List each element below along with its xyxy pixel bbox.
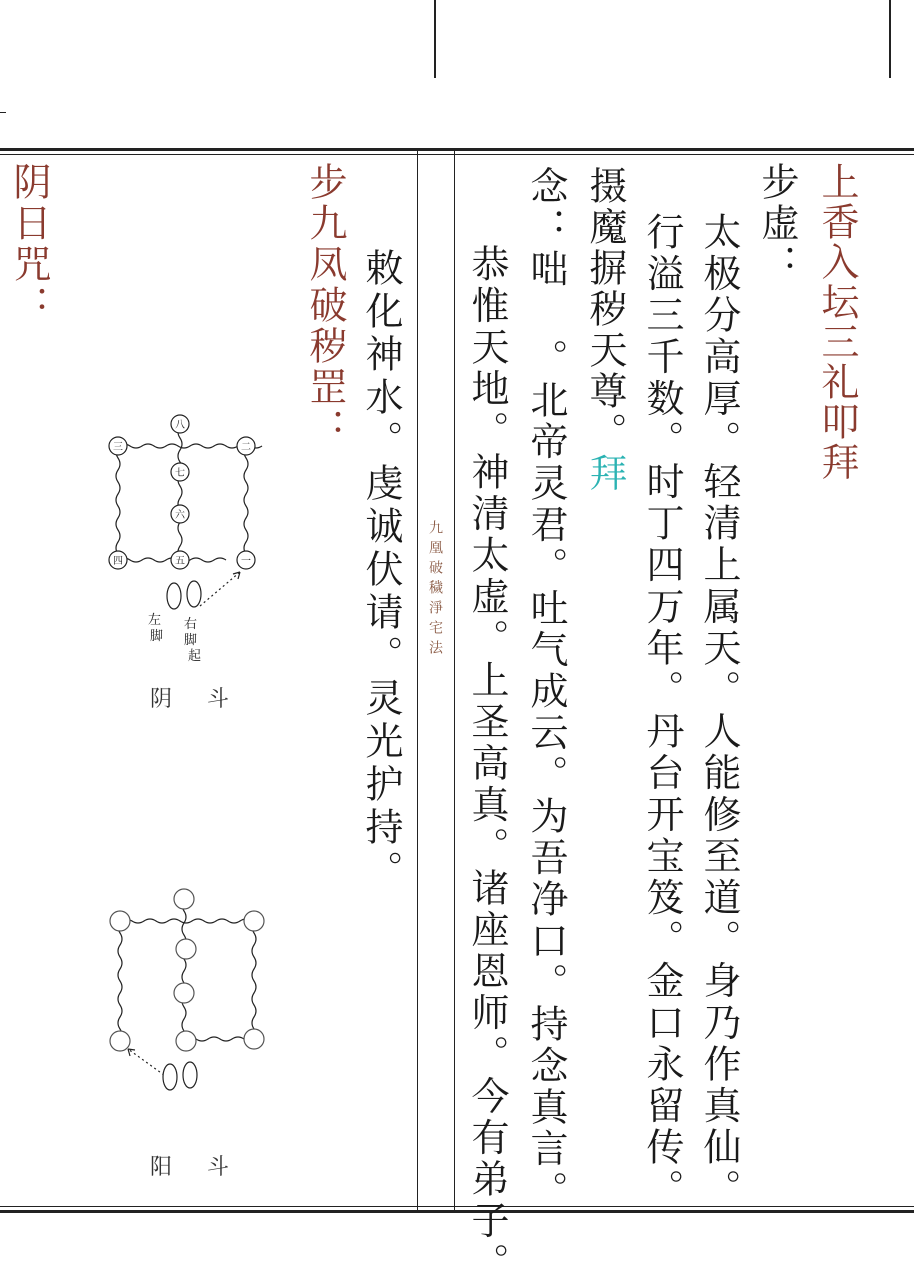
spine-line-left [417, 150, 418, 1210]
svg-text:三: 三 [113, 442, 123, 453]
verse-line-3 [583, 166, 627, 494]
yang-node-left-bottom [110, 1031, 130, 1051]
heading-yinri: 阴日咒： [7, 162, 51, 326]
frame-top-thick [0, 148, 914, 151]
svg-text:八: 八 [175, 420, 185, 431]
svg-text:脚: 脚 [150, 629, 164, 644]
yang-node-right-bottom [244, 1029, 264, 1049]
svg-text:右: 右 [184, 617, 198, 632]
svg-text:一: 一 [241, 556, 251, 567]
svg-text:二: 二 [241, 442, 251, 453]
yang-node-right-top [244, 911, 264, 931]
verse-line-1: 太极分高厚。轻清上属天。人能修至道。身乃作真仙。 [697, 212, 741, 1211]
verse-line-3-text: 摄魔摒秽天尊。 [583, 166, 627, 453]
heading-incense: 上香入坛三礼叩拜 [815, 162, 859, 482]
spine-line-right [454, 150, 455, 1210]
bai-mark: 拜 [583, 453, 627, 494]
svg-text:七: 七 [175, 468, 185, 479]
frame-bottom-thin [0, 1206, 914, 1207]
subheading-buxu: 步虚： [755, 162, 799, 285]
yang-node-center-1 [176, 939, 196, 959]
yang-left-foot [163, 1064, 177, 1090]
svg-text:左: 左 [148, 613, 162, 628]
verse-line-5: 恭惟天地。神清太虚。上圣高真。诸座恩师。今有弟子。 [465, 244, 509, 1284]
yang-dipper-diagram [100, 885, 280, 1105]
yin-dipper-caption: 阴 斗 [150, 687, 243, 712]
top-divider-right [889, 0, 891, 78]
yang-dipper-caption: 阳 斗 [150, 1155, 243, 1180]
yin-dipper-diagram [100, 410, 280, 670]
yin-right-foot [187, 581, 201, 607]
yang-node-top [174, 889, 194, 909]
frame-bottom-thick [0, 1210, 914, 1213]
yang-node-center-2 [174, 983, 194, 1003]
verse-line-4: 念：咄 。北帝灵君。吐气成云。为吾净口。持念真言。 [524, 166, 568, 1212]
corner-mark [0, 112, 6, 113]
verse-line-2: 行溢三千数。时丁四万年。丹台开宝笈。金口永留传。 [640, 212, 684, 1211]
yang-right-foot [183, 1062, 197, 1088]
verse-chihua: 敕化神水。虔诚伏请。灵光护持。 [359, 248, 403, 893]
svg-text:脚: 脚 [184, 633, 198, 648]
top-divider-left [434, 0, 436, 78]
spine-title: 九凰破穢淨宅法 [427, 520, 443, 660]
frame-top-thin [0, 154, 914, 155]
svg-text:五: 五 [175, 556, 185, 567]
svg-text:四: 四 [113, 556, 123, 567]
yang-node-left-top [110, 911, 130, 931]
heading-bujiufeng: 步九凤破秽罡： [303, 162, 347, 449]
svg-text:六: 六 [175, 510, 185, 521]
svg-text:起: 起 [188, 649, 202, 664]
yin-left-foot [167, 583, 181, 609]
yang-node-center-bottom [176, 1031, 196, 1051]
